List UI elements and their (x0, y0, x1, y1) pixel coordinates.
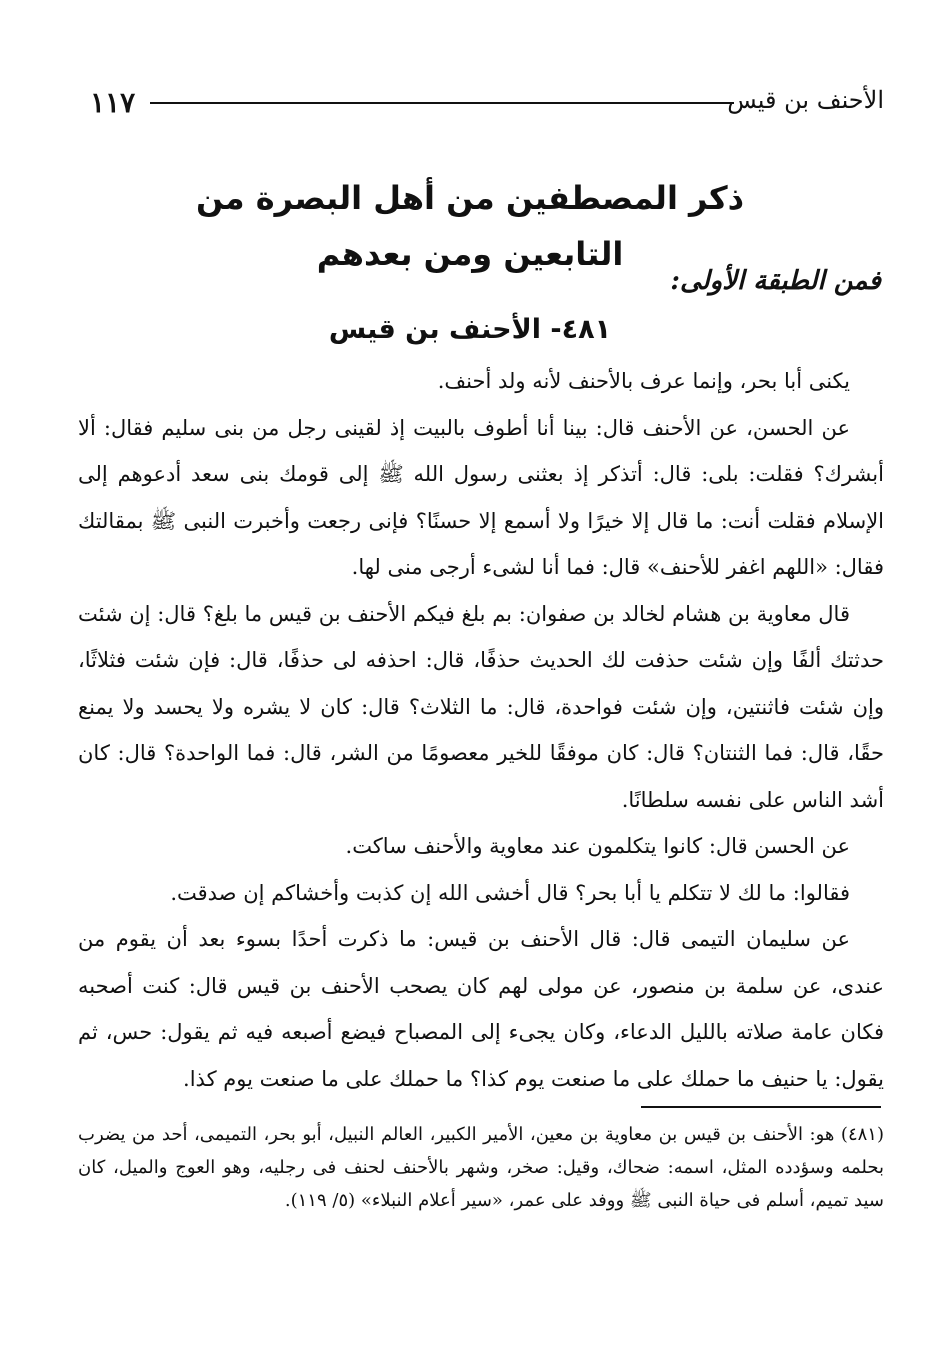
entry-title: ٤٨١- الأحنف بن قيس (328, 314, 612, 345)
footnote-rule (641, 1106, 881, 1108)
paragraph: عن الحسن، عن الأحنف قال: بينا أنا أطوف بالبيت إذ لقينى رجل من بنى سليم فقال: ألا أبشرك؟ فقلت: بلى: قال: أتذكر إذ بعثنى رسول الله ﷺ إلى قومك بنى سعد أدعوهم إلى الإسلام فقلت أنت: ما قال إلا خيرًا ولا أسمع إلا حسنًا؟ فإنى رجعت وأخبرت النبى ﷺ بمقالتك فقال: «اللهم اغفر للأحنف» قال: فما أنا لشىء أرجى منى لها. (78, 415, 884, 579)
footnote-text: (٤٨١) هو: الأحنف بن قيس بن معاوية بن معين، الأمير الكبير، العالم النبيل، أبو بحر، التميمى، أحد من يضرب بحلمه وسؤدده المثل، اسمه: ضحاك، وقيل: صخر، وشهر بالأحنف لحنف فى رجليه، وهو العوج والميل، كان سيد تميم، أسلم فى حياة النبى ﷺ ووفد على عمر، «سير أعلام النبلاء» (٥/ ١١٩). (78, 1124, 884, 1211)
page-header (78, 84, 884, 120)
header-rule (150, 102, 734, 104)
paragraph: عن الحسن قال: كانوا يتكلمون عند معاوية والأحنف ساكت. (345, 834, 850, 858)
paragraph: قال معاوية بن هشام لخالد بن صفوان: بم بلغ فيكم الأحنف بن قيس ما بلغ؟ قال: إن شئت حدثتك ألفًا وإن شئت حذفت لك الحديث حذفًا، قال: احذفه لى حذفًا، قال: فإن شئت فثلاثًا، وإن شئت فاثنتين، وإن شئت فواحدة، قال: ما الثلاث؟ قال: كان لا يشره ولا يحسد ولا يمنع حقًا، قال: فما الثنتان؟ قال: كان موفقًا للخير معصومًا من الشر، قال: فما الواحدة؟ قال: كان أشد الناس على نفسه سلطانًا. (78, 601, 884, 812)
section-title-line-2: التابعين ومن بعدهم (316, 235, 624, 273)
page-number: ١١٧ (90, 86, 136, 119)
paragraph: فقالوا: ما لك لا تتكلم يا أبا بحر؟ قال أخشى الله إن كذبت وأخشاكم إن صدقت. (170, 880, 850, 905)
footnote (78, 1118, 884, 1217)
tabaqa-heading: فمن الطبقة الأولى: (670, 266, 881, 296)
running-title: الأحنف بن قيس (727, 86, 884, 114)
paragraph: عن سليمان التيمى قال: قال الأحنف بن قيس: ما ذكرت أحدًا بسوء بعد أن يقوم من عندى، عن سلمة بن منصور، عن مولى لهم كان يصحب الأحنف بن قيس قال: كنت أصحبه فكان عامة صلاته بالليل الدعاء، وكان يجىء إلى المصباح فيضع أصبعه فيه ثم يقول: حس، ثم يقول: يا حنيف ما حملك على ما صنعت يوم كذا؟ ما حملك على ما صنعت يوم كذا. (78, 927, 884, 1091)
paragraph: يكنى أبا بحر، وإنما عرف بالأحنف لأنه ولد أحنف. (437, 369, 850, 393)
body-text (78, 358, 884, 1102)
section-title-line-1: ذكر المصطفين من أهل البصرة من (196, 179, 744, 217)
